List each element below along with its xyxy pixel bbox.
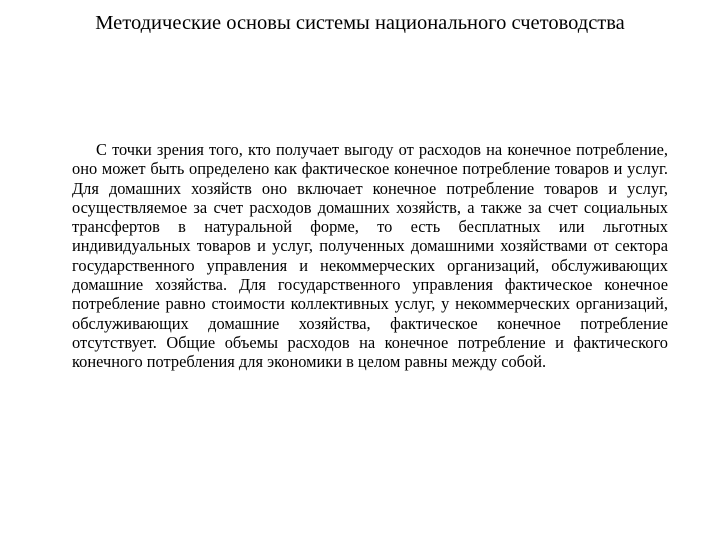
slide-title: Методические основы системы национального счетоводства [95, 12, 625, 34]
body-paragraph: С точки зрения того, кто получает выгоду от расходов на конечное потребление, оно может быть определено как фактическое конечное потребление товаров и услуг. Для домашних хозяйств оно включает конечное потребление товаров и услуг, осуществляемое за счет расходов домашних хозяйств, а также за счет социальных трансфертов в натуральной форме, то есть бесплатных или льготных индивидуальных товаров и услуг, полученных домашними хозяйствами от сектора государственного управления и некоммерческих организаций, обслуживающих домашние хозяйства. Для государственного управления фактическое конечное потребление равно стоимости коллективных услуг, у некоммерческих организаций, обслуживающих домашние хозяйства, фактическое конечное потребление отсутствует. Общие объемы расходов на конечное потребление и фактического конечного потребления для экономики в целом равны между собой. [72, 140, 668, 372]
